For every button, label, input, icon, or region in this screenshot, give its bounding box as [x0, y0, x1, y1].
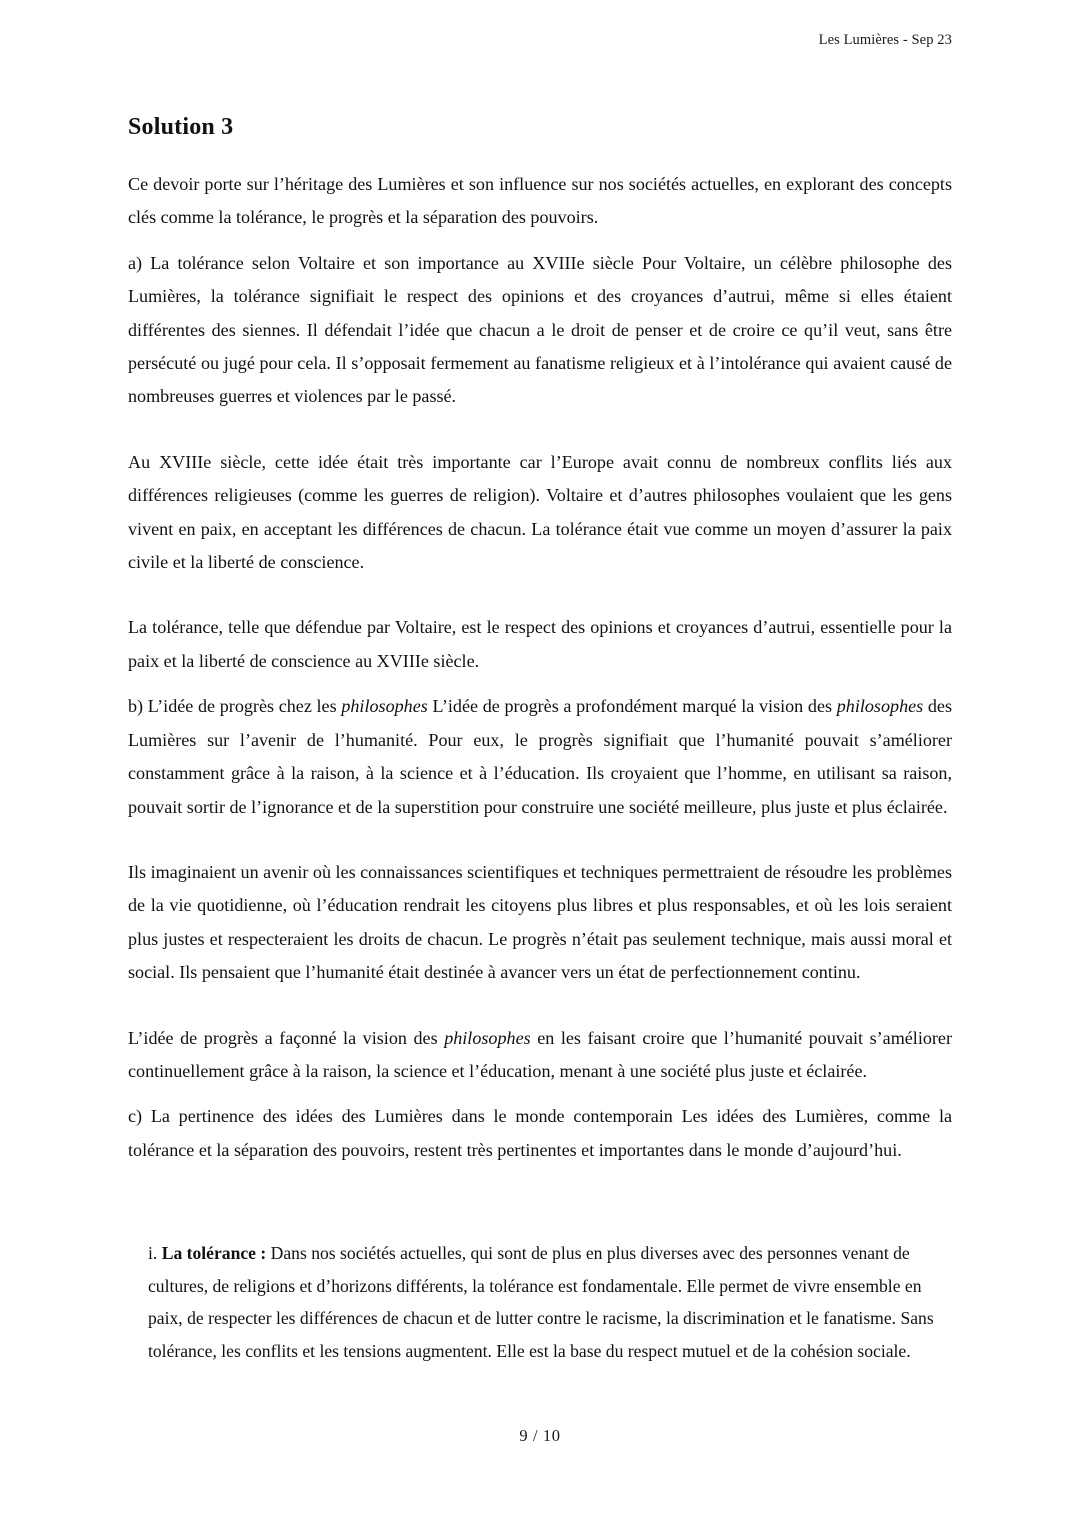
list-item-marker: i.	[148, 1243, 158, 1264]
paragraph-part-a: a) La tolérance selon Voltaire et son importance au XVIIIe siècle Pour Voltaire, un célèbre philosophe des Lumières, la tolérance signifiait le respect des opinions et des croyances d’autrui, même si elles étaient différentes des siennes. Il défendait l’idée que chacun a le droit de penser et de croire ce qu’il veut, sans être persécuté ou jugé pour cela. Il s’opposait fermement au fanatisme religieux et à l’intolérance qui avaient causé de nombreuses guerres et violences par le passé.	[128, 252, 952, 407]
emphasis-philosophes-3: philosophes	[444, 1027, 531, 1048]
paragraph-part-b	[128, 690, 952, 824]
part-b-mid: L’idée de progrès a profondément marqué la vision des	[427, 696, 837, 717]
paragraph-intro: Ce devoir porte sur l’héritage des Lumières et son influence sur nos sociétés actuelles, en explorant des concepts clés comme la tolérance, le progrès et la séparation des pouvoirs.	[128, 174, 952, 228]
list-item-separator: :	[256, 1243, 271, 1264]
document-body	[128, 112, 952, 1368]
enumerated-list	[128, 1237, 934, 1367]
paragraph-part-a-context: Au XVIIIe siècle, cette idée était très importante car l’Europe avait connu de nombreux conflits liés aux différences religieuses (comme les guerres de religion). Voltaire et d’autres philosophes voulaient que les gens vivent en paix, en acceptant les différences de chacun. La tolérance était vue comme un moyen d’assurer la paix civile et la liberté de conscience.	[128, 451, 952, 573]
part-b-summary-lead: L’idée de progrès a façonné la vision des	[128, 1027, 445, 1048]
paragraph-part-b-context: Ils imaginaient un avenir où les connaissances scientifiques et techniques permettraient de résoudre les problèmes de la vie quotidienne, où l’éducation rendrait les citoyens plus libres et plus responsables, et où les lois seraient plus justes et respecteraient les droits de chacun. Le progrès n’était pas seulement technique, mais aussi moral et social. Ils pensaient que l’humanité était destinée à avancer vers un état de perfectionnement continu.	[128, 861, 952, 983]
part-b-tail: des Lumières sur l’avenir de l’humanité. Pour eux, le progrès signifiait que l’humanité pouvait s’améliorer constamment grâce à la raison, à la science et à l’éducation. Ils croyaient que l’homme, en utilisant sa raison, pouvait sortir de l’ignorance et de la superstition pour construire une société meilleure, plus juste et plus éclairée.	[128, 696, 952, 817]
paragraph-part-b-summary	[128, 1022, 952, 1089]
page-number: 9 / 10	[519, 1426, 561, 1445]
emphasis-philosophes-2: philosophes	[836, 696, 924, 717]
paragraph-part-c: c) La pertinence des idées des Lumières dans le monde contemporain Les idées des Lumières, comme la tolérance et la séparation des pouvoirs, restent très pertinentes et importantes dans le monde d’aujourd’hui.	[128, 1106, 952, 1160]
list-item-text: Dans nos sociétés actuelles, qui sont de plus en plus diverses avec des personnes venant de cultures, de religions et d’horizons différents, la tolérance est fondamentale. Elle permet de vivre ensemble en paix, de respecter les différences de chacun et de lutter contre le racisme, la discrimination et le fanatisme. Sans tolérance, les conflits et les tensions augmentent. Elle est la base du respect mutuel et de la cohésion sociale.	[148, 1243, 934, 1361]
running-header: Les Lumières - Sep 23	[818, 32, 952, 48]
part-b-lead: b) L’idée de progrès chez les	[128, 696, 342, 717]
page-title: Solution 3	[128, 114, 234, 140]
paragraph-part-a-summary: La tolérance, telle que défendue par Voltaire, est le respect des opinions et croyances d’autrui, essentielle pour la paix et la liberté de conscience au XVIIIe siècle.	[128, 617, 952, 671]
list-item	[148, 1237, 934, 1367]
emphasis-philosophes-1: philosophes	[341, 696, 428, 717]
list-item-term: La tolérance	[161, 1243, 256, 1264]
part-b-summary-tail: en les faisant croire que l’humanité pouvait s’améliorer continuellement grâce à la raison, la science et l’éducation, menant à une société plus juste et éclairée.	[128, 1027, 952, 1081]
